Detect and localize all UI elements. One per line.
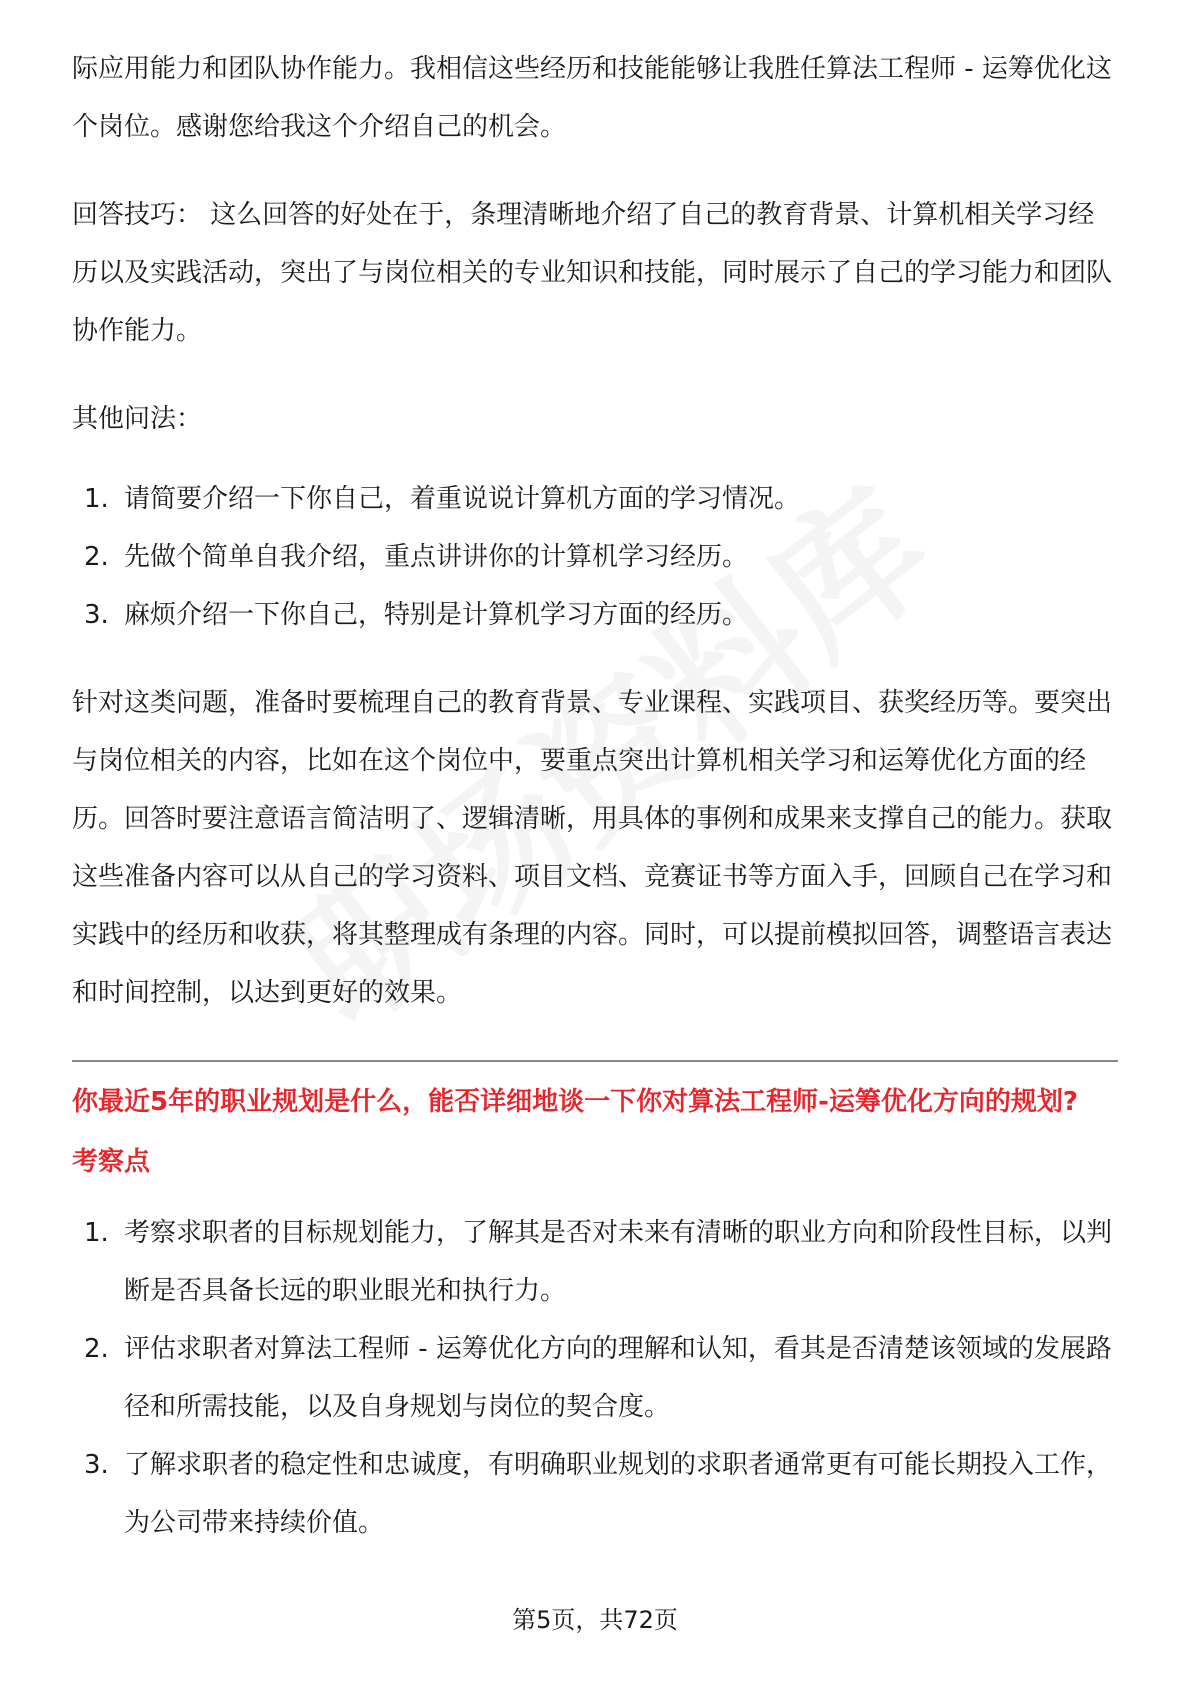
list-item-number: 1. bbox=[84, 1218, 109, 1248]
list-item-number: 1. bbox=[84, 484, 109, 514]
list-item-text: 请简要介绍一下你自己，着重说说计算机方面的学习情况。 bbox=[124, 484, 801, 514]
other-asks-list bbox=[72, 470, 1118, 644]
list-item-text: 先做个简单自我介绍，重点讲讲你的计算机学习经历。 bbox=[124, 542, 749, 572]
list-item bbox=[72, 470, 1118, 528]
list-item-number: 3. bbox=[84, 1450, 109, 1480]
interview-question-heading: 你最近5年的职业规划是什么，能否详细地谈一下你对算法工程师-运筹优化方向的规划? bbox=[72, 1087, 1078, 1117]
list-item-number: 2. bbox=[84, 542, 109, 572]
other-asks-label: 其他问法： bbox=[72, 404, 203, 434]
list-item bbox=[72, 528, 1118, 586]
examine-points-label: 考察点 bbox=[72, 1147, 151, 1177]
list-item-text: 麻烦介绍一下你自己，特别是计算机学习方面的经历。 bbox=[124, 600, 749, 630]
page-number-footer: 第5页，共72页 bbox=[512, 1606, 678, 1634]
section-divider bbox=[72, 1060, 1118, 1062]
list-item bbox=[72, 1320, 1118, 1436]
list-item-text: 考察求职者的目标规划能力，了解其是否对未来有清晰的职业方向和阶段性目标，以判断是否具备长远的职业眼光和执行力。 bbox=[124, 1218, 1113, 1306]
list-item-number: 2. bbox=[84, 1334, 109, 1364]
preparation-advice-paragraph: 针对这类问题，准备时要梳理自己的教育背景、专业课程、实践项目、获奖经历等。要突出与岗位相关的内容，比如在这个岗位中，要重点突出计算机相关学习和运筹优化方面的经历。回答时要注意语言简洁明了、逻辑清晰，用具体的事例和成果来支撑自己的能力。获取这些准备内容可以从自己的学习资料、项目文档、竞赛证书等方面入手，回顾自己在学习和实践中的经历和收获，将其整理成有条理的内容。同时，可以提前模拟回答，调整语言表达和时间控制，以达到更好的效果。 bbox=[72, 688, 1113, 1008]
list-item bbox=[72, 1204, 1118, 1320]
answer-tips-paragraph: 回答技巧： 这么回答的好处在于，条理清晰地介绍了自己的教育背景、计算机相关学习经历以及实践活动，突出了与岗位相关的专业知识和技能，同时展示了自己的学习能力和团队协作能力。 bbox=[72, 200, 1113, 346]
intro-continuation-paragraph: 际应用能力和团队协作能力。我相信这些经历和技能能够让我胜任算法工程师 - 运筹优化这个岗位。感谢您给我这个介绍自己的机会。 bbox=[72, 54, 1112, 142]
list-item-text: 评估求职者对算法工程师 - 运筹优化方向的理解和认知，看其是否清楚该领域的发展路径和所需技能，以及自身规划与岗位的契合度。 bbox=[124, 1334, 1112, 1422]
examine-points-list bbox=[72, 1204, 1118, 1552]
page-content bbox=[72, 40, 1118, 1552]
list-item-text: 了解求职者的稳定性和忠诚度，有明确职业规划的求职者通常更有可能长期投入工作，为公司带来持续价值。 bbox=[124, 1450, 1113, 1538]
list-item-number: 3. bbox=[84, 600, 109, 630]
list-item bbox=[72, 1436, 1118, 1552]
list-item bbox=[72, 586, 1118, 644]
